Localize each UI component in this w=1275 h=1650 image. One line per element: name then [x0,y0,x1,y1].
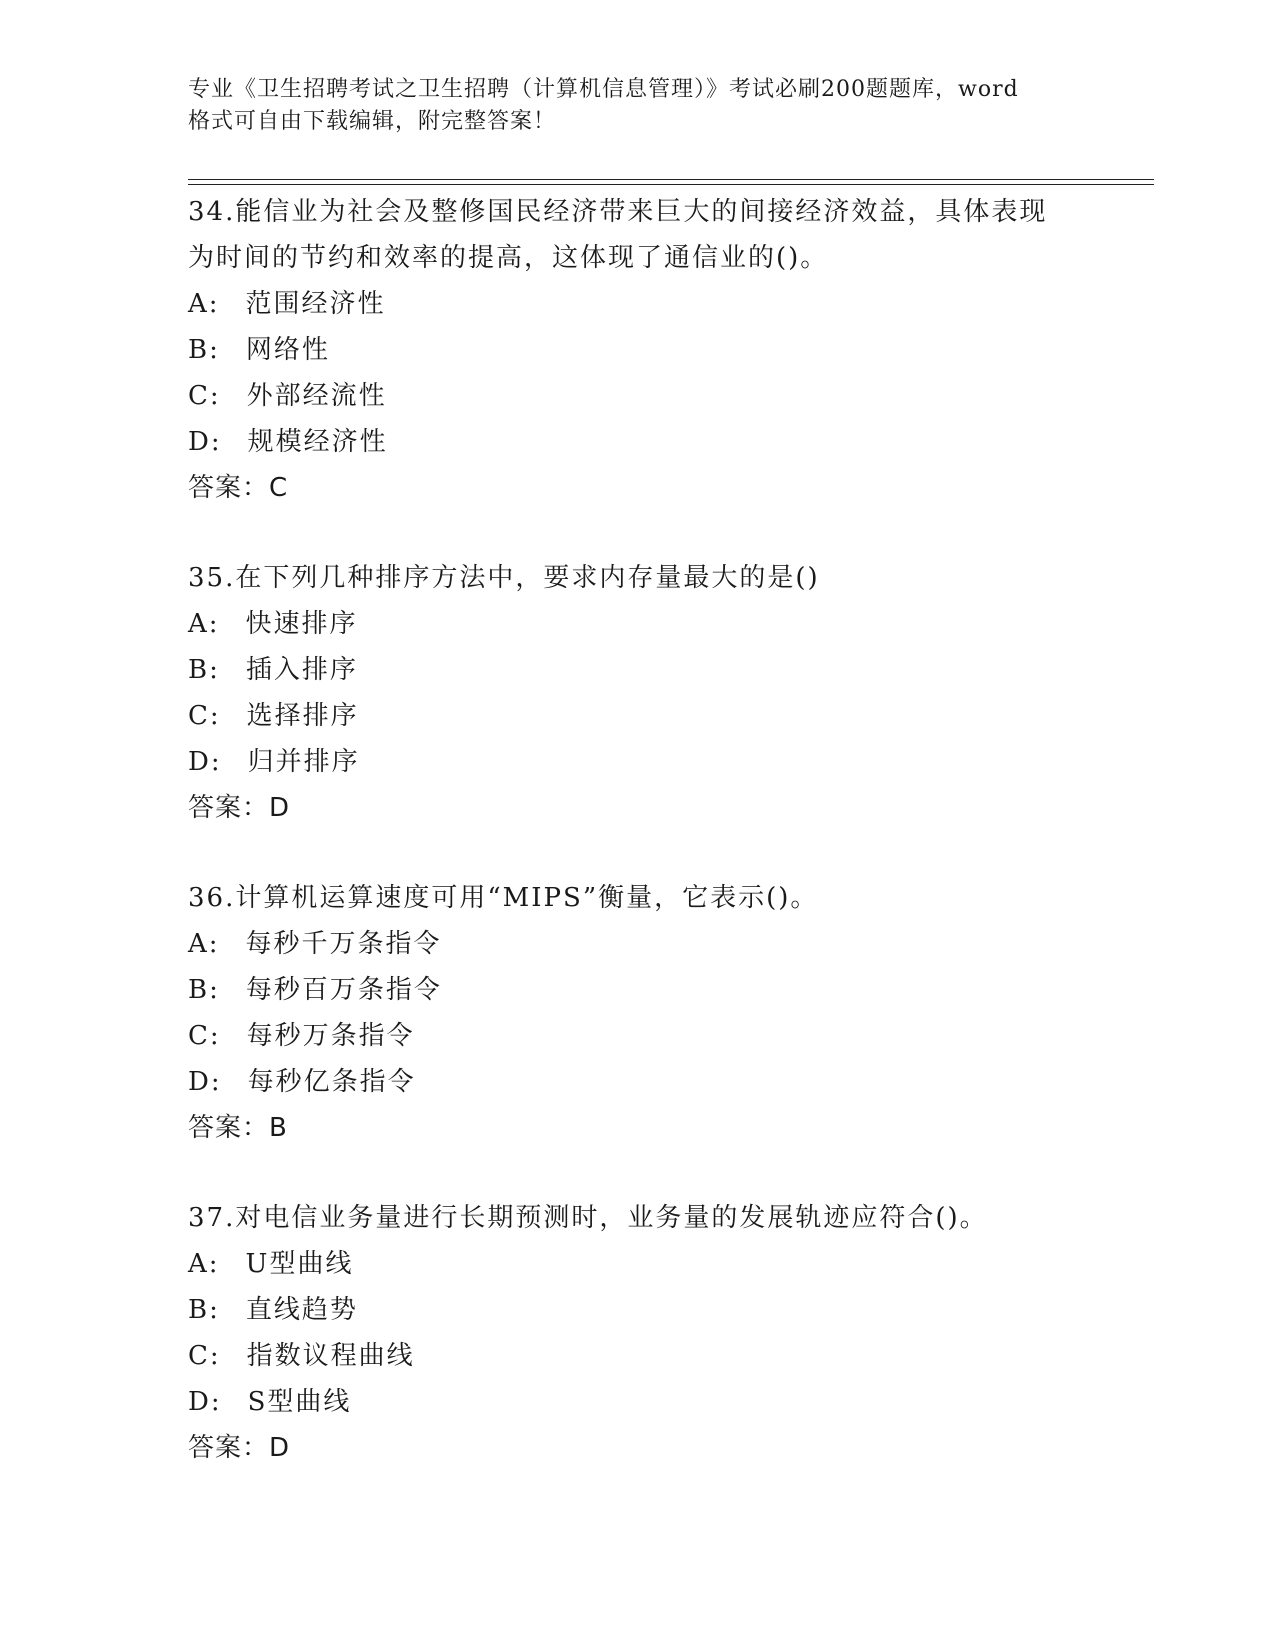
header-line-1: 专业《卫生招聘考试之卫生招聘（计算机信息管理）》考试必刷200题题库，word [188,77,1019,102]
answer-line: 答案：B [188,1113,288,1143]
question-37 [188,1195,1108,1471]
option-text: 每秒亿条指令 [247,1067,416,1097]
option-c [188,693,1108,739]
option-text: U型曲线 [245,1249,354,1279]
option-label: A: [188,929,220,959]
question-text: 36.计算机运算速度可用“MIPS”衡量，它表示()。 [188,883,819,913]
question-text: 37.对电信业务量进行长期预测时，业务量的发展轨迹应符合()。 [188,1203,988,1233]
question-text: 34.能信业为社会及整修国民经济带来巨大的间接经济效益，具体表现 [188,197,1048,227]
document-header [188,74,1108,138]
option-d [188,739,1108,785]
option-a [188,281,1108,327]
option-label: A: [188,289,220,319]
option-label: C: [188,701,221,731]
option-c [188,1333,1108,1379]
option-text: 每秒百万条指令 [245,975,442,1005]
option-label: D: [188,747,222,777]
option-a [188,601,1108,647]
option-c [188,1013,1108,1059]
answer-line: 答案：C [188,473,289,503]
option-text: 每秒万条指令 [246,1021,415,1051]
option-text: 范围经济性 [245,289,386,319]
option-a [188,921,1108,967]
option-text: S型曲线 [247,1387,352,1417]
option-text: 指数议程曲线 [246,1341,415,1371]
option-label: B: [188,1295,220,1325]
option-label: D: [188,1067,222,1097]
answer-line: 答案：D [188,1433,291,1463]
question-36 [188,875,1108,1151]
option-a [188,1241,1108,1287]
option-b [188,1287,1108,1333]
option-text: 插入排序 [245,655,358,685]
option-b [188,327,1108,373]
question-34 [188,189,1108,511]
option-c [188,373,1108,419]
option-text: 直线趋势 [245,1295,358,1325]
option-label: A: [188,1249,220,1279]
option-text: 规模经济性 [247,427,388,457]
option-d [188,1379,1108,1425]
question-list [188,189,1108,1515]
option-label: B: [188,335,220,365]
option-text: 快速排序 [245,609,358,639]
option-b [188,647,1108,693]
option-d [188,1059,1108,1105]
answer-line: 答案：D [188,793,291,823]
header-divider-top [188,179,1154,180]
option-d [188,419,1108,465]
header-line-2: 格式可自由下载编辑，附完整答案！ [188,109,557,134]
option-text: 外部经流性 [246,381,387,411]
option-b [188,967,1108,1013]
option-label: B: [188,975,220,1005]
option-label: A: [188,609,220,639]
question-text: 35.在下列几种排序方法中，要求内存量最大的是() [188,563,820,593]
option-label: C: [188,381,221,411]
option-label: C: [188,1341,221,1371]
option-label: D: [188,427,222,457]
question-35 [188,555,1108,831]
option-label: D: [188,1387,222,1417]
option-text: 每秒千万条指令 [245,929,442,959]
question-text-continued: 为时间的节约和效率的提高，这体现了通信业的()。 [188,243,829,273]
option-label: C: [188,1021,221,1051]
option-text: 归并排序 [247,747,360,777]
header-divider-bottom [188,184,1154,185]
option-label: B: [188,655,220,685]
option-text: 选择排序 [246,701,359,731]
option-text: 网络性 [245,335,330,365]
